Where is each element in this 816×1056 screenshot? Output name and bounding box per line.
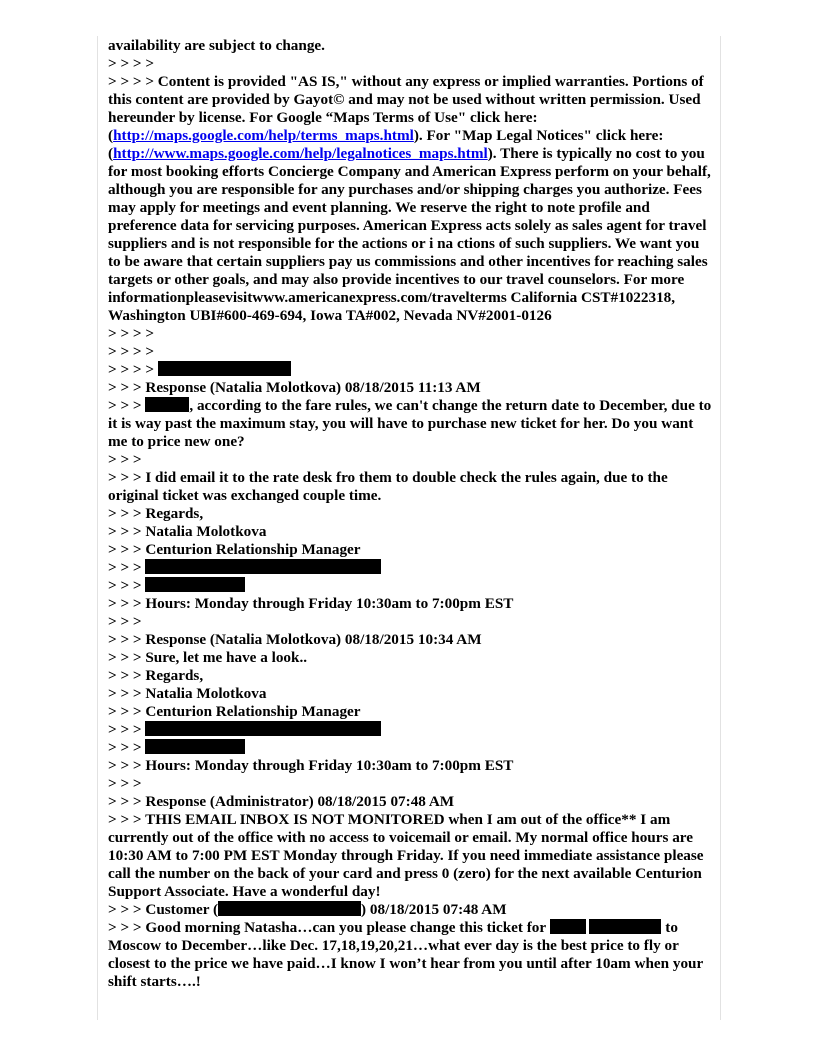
redacted-line bbox=[108, 361, 712, 379]
message-paragraph: > > > I did email it to the rate desk fro them to double check the rules again, due to the original ticket was exchanged couple time. bbox=[108, 469, 668, 504]
disclaimer-text: ). For "Map Legal Notices" click here: ( bbox=[108, 127, 664, 162]
quote-marker: > > > bbox=[108, 559, 142, 576]
office-hours: > > > Hours: Monday through Friday 10:30am to 7:00pm EST bbox=[108, 595, 514, 612]
redaction-box bbox=[145, 559, 381, 574]
redacted-line bbox=[108, 739, 712, 757]
disclaimer-text: ). There is typically no cost to you for most booking efforts Concierge Company and American Express perform on your behalf, although you are responsible for any purchases and/or shipping charges you authorize. Fees may apply for meetings and event planning. We reserve the right to note profile and preference data for servicing purposes. American Express acts solely as sales agent for travel suppliers and is not responsible for the actions or i na ctions of such suppliers. We want you to be aware that certain suppliers pay us commissions and other incentives for reaching sales targets or other goals, and may also provide incentives to our travel counselors. For more informationpleasevisitwww.americanexpress.com/travelterms California CST#1022318, Washington UBI#600-469-694, Iowa TA#002, Nevada NV#2001-0126 bbox=[108, 145, 711, 324]
disclaimer-text: > > > > Content is provided "AS IS," without any express or implied warranties. Portions of this content are provided by Gayot© and may not be used without written permission. Used hereunder by license. For Google “Maps Terms of Use" click here: ( bbox=[108, 73, 704, 144]
quote-marker: > > > bbox=[108, 739, 142, 756]
quote-marker: > > > > bbox=[108, 343, 155, 360]
message-paragraph bbox=[108, 397, 712, 451]
office-hours: > > > Hours: Monday through Friday 10:30am to 7:00pm EST bbox=[108, 757, 514, 774]
redacted-line bbox=[108, 577, 712, 595]
maps-terms-link[interactable]: http://maps.google.com/help/terms_maps.html bbox=[113, 127, 414, 144]
redacted-line bbox=[108, 721, 712, 739]
redaction-box bbox=[145, 721, 381, 736]
redaction-box bbox=[145, 397, 189, 412]
redaction-box bbox=[589, 919, 661, 934]
legal-disclaimer bbox=[108, 73, 712, 325]
quote-marker: > > > bbox=[108, 613, 142, 630]
signature-title: > > > Centurion Relationship Manager bbox=[108, 703, 361, 720]
text-line: availability are subject to change. bbox=[108, 37, 325, 54]
signature-name: > > > Natalia Molotkova bbox=[108, 523, 267, 540]
quote-marker: > > > bbox=[108, 775, 142, 792]
redaction-box bbox=[145, 577, 245, 592]
message-text: to Moscow to December…like Dec. 17,18,19,20,21…what ever day is the best price to fly or closest to the price we have paid…I know I won’t hear from you until after 10am when your shift starts….! bbox=[108, 919, 703, 990]
message-text: > > > Good morning Natasha…can you please change this ticket for bbox=[108, 919, 546, 936]
message-text: > > > Sure, let me have a look.. bbox=[108, 649, 308, 666]
quote-marker: > > > bbox=[108, 721, 142, 738]
auto-reply-message: > > > THIS EMAIL INBOX IS NOT MONITORED when I am out of the office** I am currently out of the office with no access to voicemail or email. My normal office hours are 10:30 AM to 7:00 PM EST Monday through Friday. If you need immediate assistance please call the number on the back of your card and press 0 (zero) for the next available Centurion Support Associate. Have a wonderful day! bbox=[108, 811, 704, 900]
redacted-line bbox=[108, 559, 712, 577]
customer-header bbox=[108, 901, 712, 919]
signature-regards: > > > Regards, bbox=[108, 505, 204, 522]
quote-marker: > > > > bbox=[108, 325, 155, 342]
quote-marker: > > > > bbox=[108, 55, 155, 72]
maps-legal-notices-link[interactable]: http://www.maps.google.com/help/legalnotices_maps.html bbox=[113, 145, 488, 162]
customer-message bbox=[108, 919, 712, 991]
customer-timestamp: ) 08/18/2015 07:48 AM bbox=[361, 901, 507, 918]
redaction-box bbox=[158, 361, 291, 376]
response-header: > > > Response (Administrator) 08/18/2015 07:48 AM bbox=[108, 793, 455, 810]
response-header: > > > Response (Natalia Molotkova) 08/18/2015 10:34 AM bbox=[108, 631, 482, 648]
quote-marker: > > > > bbox=[108, 361, 155, 378]
quote-marker: > > > bbox=[108, 451, 142, 468]
signature-regards: > > > Regards, bbox=[108, 667, 204, 684]
signature-name: > > > Natalia Molotkova bbox=[108, 685, 267, 702]
quote-marker: > > > bbox=[108, 397, 142, 414]
email-document bbox=[108, 37, 712, 991]
customer-label: > > > Customer ( bbox=[108, 901, 219, 918]
redaction-box bbox=[550, 919, 586, 934]
message-text: , according to the fare rules, we can't change the return date to December, due to it is way past the maximum stay, you will have to purchase new ticket for her. Do you want me to price new one? bbox=[108, 397, 712, 450]
quote-marker: > > > bbox=[108, 577, 142, 594]
redaction-box bbox=[145, 739, 245, 754]
signature-title: > > > Centurion Relationship Manager bbox=[108, 541, 361, 558]
response-header: > > > Response (Natalia Molotkova) 08/18/2015 11:13 AM bbox=[108, 379, 481, 396]
redaction-box bbox=[218, 901, 361, 916]
